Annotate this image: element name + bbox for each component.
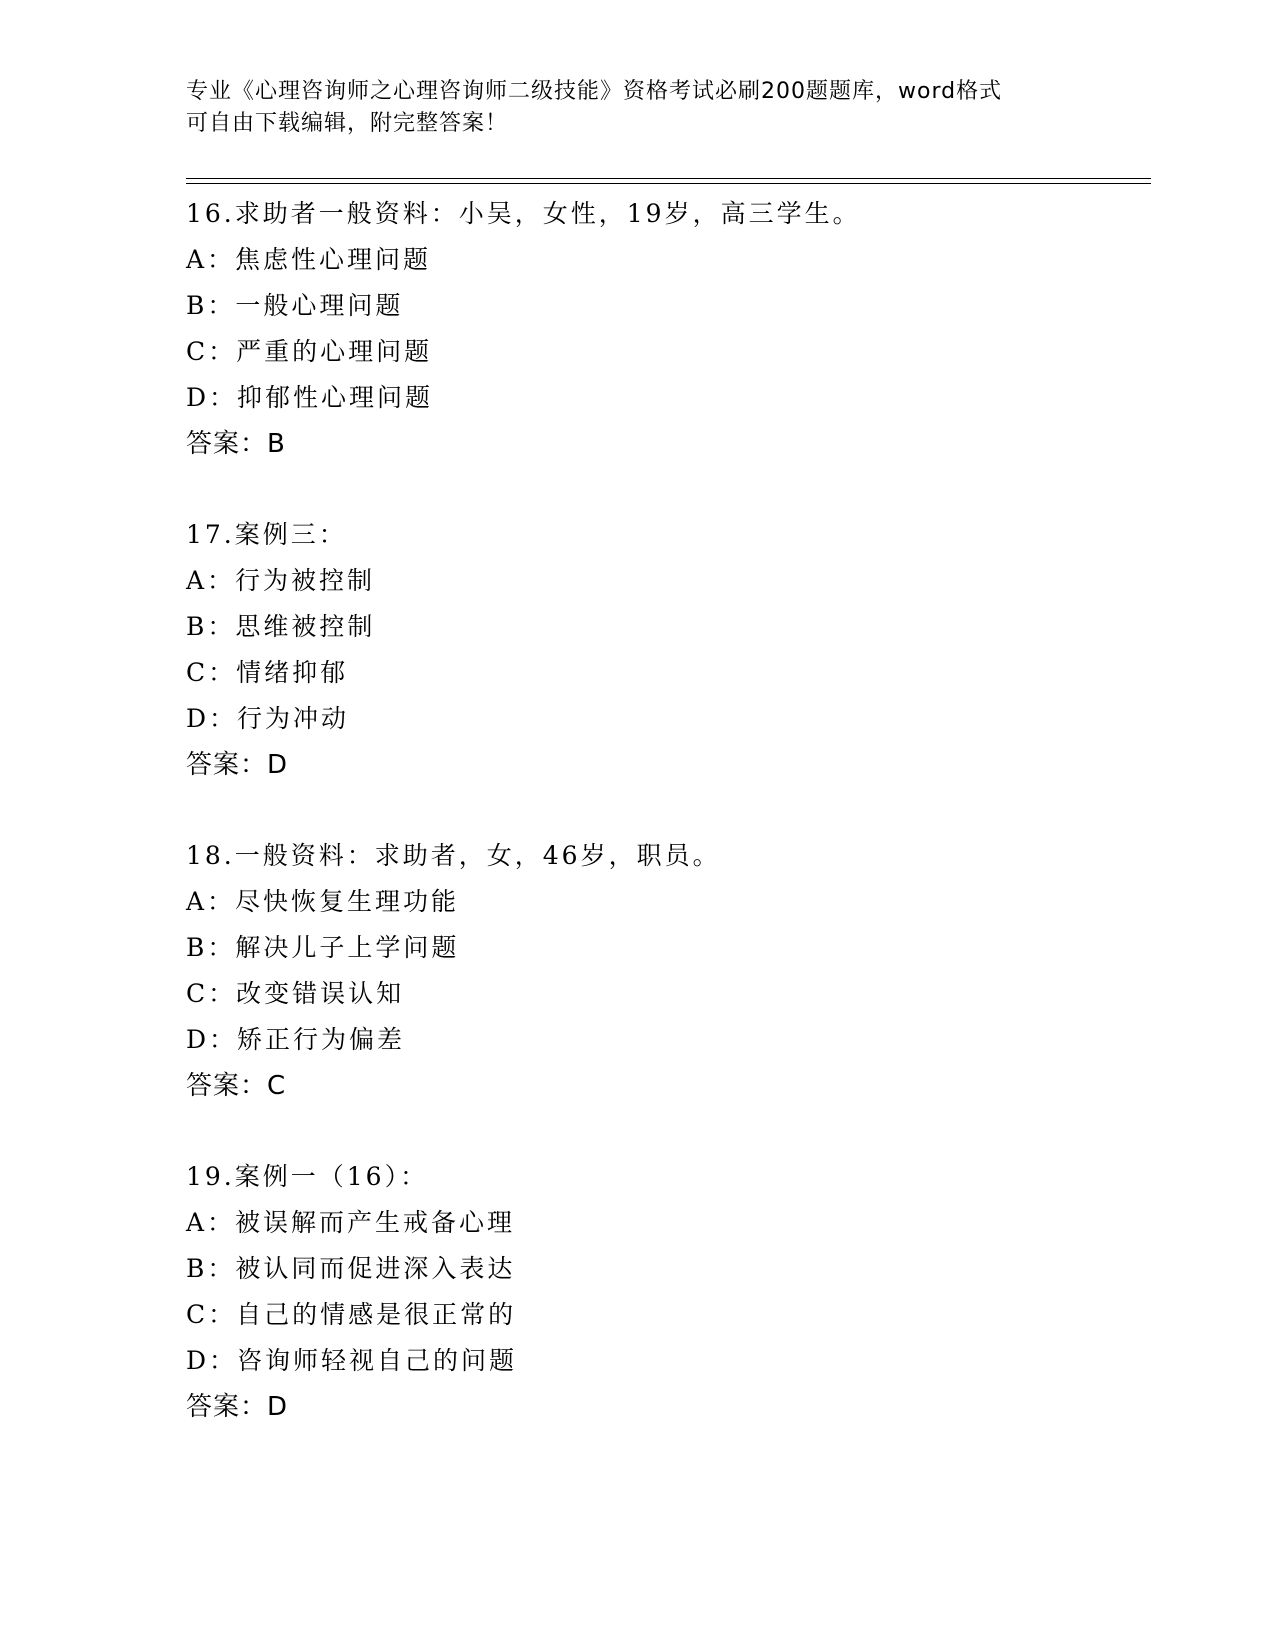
option-a: A：焦虑性心理问题: [186, 245, 432, 274]
header-line-1: 专业《心理咨询师之心理咨询师二级技能》资格考试必刷200题题库，word格式: [186, 79, 1003, 104]
option-d: D：行为冲动: [186, 704, 350, 733]
answer-line: 答案：C: [186, 1071, 287, 1101]
option-c: C：情绪抑郁: [186, 658, 349, 687]
question-19: [186, 1154, 1146, 1430]
header-divider-bottom: [186, 183, 1151, 184]
question-18: [186, 833, 1146, 1109]
option-a: A：行为被控制: [186, 566, 376, 595]
option-b: B：被认同而促进深入表达: [186, 1254, 516, 1283]
question-stem: 17.案例三：: [186, 520, 347, 549]
document-header: [186, 76, 1086, 140]
option-b: B：一般心理问题: [186, 291, 404, 320]
question-stem: 19.案例一（16）：: [186, 1162, 429, 1191]
header-divider-top: [186, 178, 1151, 179]
answer-line: 答案：D: [186, 1392, 289, 1422]
option-b: B：解决儿子上学问题: [186, 933, 460, 962]
question-16: [186, 191, 1146, 467]
question-stem: 16.求助者一般资料：小吴，女性，19岁，高三学生。: [186, 199, 861, 228]
option-a: A：尽快恢复生理功能: [186, 887, 460, 916]
option-c: C：改变错误认知: [186, 979, 405, 1008]
header-line-2: 可自由下载编辑，附完整答案！: [186, 111, 509, 136]
option-a: A：被误解而产生戒备心理: [186, 1208, 516, 1237]
question-17: [186, 512, 1146, 788]
option-d: D：抑郁性心理问题: [186, 383, 434, 412]
option-c: C：严重的心理问题: [186, 337, 433, 366]
question-stem: 18.一般资料：求助者，女，46岁，职员。: [186, 841, 721, 870]
option-d: D：矫正行为偏差: [186, 1025, 406, 1054]
option-d: D：咨询师轻视自己的问题: [186, 1346, 518, 1375]
option-b: B：思维被控制: [186, 612, 376, 641]
option-c: C：自己的情感是很正常的: [186, 1300, 517, 1329]
answer-line: 答案：B: [186, 429, 286, 459]
question-list: [186, 191, 1146, 1475]
answer-line: 答案：D: [186, 750, 289, 780]
